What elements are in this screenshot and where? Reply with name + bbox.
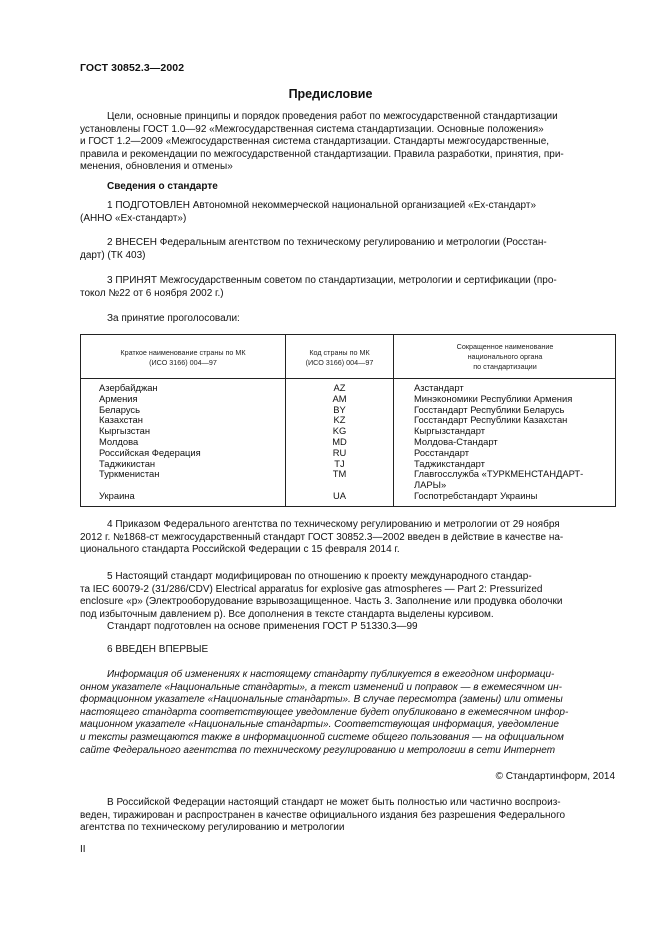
table-header-country: Краткое наименование страны по МК (ИСО 3166) 004—97 (120, 348, 246, 367)
table-cell: Минэкономики Республики Армения (414, 392, 573, 404)
table-cell: Российская Федерация (99, 446, 201, 458)
table-cell: Украина (99, 489, 135, 501)
table-cell: RU (332, 446, 347, 458)
text-line: В Российской Федерации настоящий стандарт не может быть полностью или частично воспроиз- (107, 797, 561, 808)
page-title: Предисловие (288, 87, 373, 101)
item-1-paragraph (80, 200, 616, 225)
table-cell: Беларусь (99, 403, 141, 415)
table-cell: Азербайджан (99, 382, 158, 393)
text-line: агентства по техническому регулированию и метрологии (80, 822, 345, 834)
table-cell: AM (332, 392, 347, 404)
table-cell: TJ (334, 457, 345, 469)
table-header-code: Код страны по МК (ИСО 3166) 004—97 (305, 348, 374, 367)
table-cell: AZ (333, 382, 346, 393)
table-cell: Таджикистан (99, 457, 156, 469)
intro-paragraph (80, 111, 616, 174)
table-cell: Госстандарт Республики Казахстан (414, 414, 568, 426)
copyright-notice: © Стандартинформ, 2014 (495, 771, 615, 782)
text-line: настоящего стандарта соответствующее уведомление будет опубликовано в ежемесячном инфор- (80, 706, 569, 718)
table-cell: Росстандарт (414, 446, 469, 458)
page-number: II (80, 844, 86, 855)
table-cell: Госстандарт Республики Беларусь (414, 403, 565, 415)
table-cell: Азстандарт (414, 382, 464, 393)
text-line: Цели, основные принципы и порядок проведения работ по межгосударственной стандартизации (107, 111, 558, 122)
text-line: менения, обновления и отмены» (80, 161, 233, 173)
text-line: та IEC 60079-2 (31/286/CDV) Electrical apparatus for explosive gas atmospheres — Part 2: Pressurized (80, 583, 543, 595)
table-cell: Кыргызстандарт (414, 425, 486, 437)
table-cell: Госпотребстандарт Украины (414, 489, 538, 501)
document-id-header: ГОСТ 30852.3—2002 (80, 62, 185, 74)
item-5-paragraph (80, 571, 616, 634)
text-line: и тексты размещаются также в информационной системе общего пользования — на официальном (80, 731, 564, 743)
text-line: 2012 г. №1868-ст межгосударственный стандарт ГОСТ 30852.3—2002 введен в действие в качестве на- (80, 531, 564, 543)
table-column-organs (414, 383, 614, 502)
text-line: 6 ВВЕДЕН ВПЕРВЫЕ (107, 644, 209, 655)
text-line: (АННО «Ex-стандарт») (80, 212, 187, 224)
text-line: Стандарт подготовлен на основе применения ГОСТ Р 51330.3—99 (107, 621, 418, 633)
voting-table (80, 334, 616, 507)
text-line: 1 ПОДГОТОВЛЕН Автономной некоммерческой национальной организацией «Ex-стандарт» (107, 200, 537, 211)
table-column-countries (99, 383, 283, 502)
text-line: 4 Приказом Федерального агентства по техническому регулированию и метрологии от 29 ноября (107, 519, 560, 530)
text-line: токол №22 от 6 ноября 2002 г.) (80, 287, 224, 299)
text-line: 2 ВНЕСЕН Федеральным агентством по техническому регулированию и метрологии (Росстан- (107, 237, 547, 248)
table-cell: Армения (99, 392, 138, 404)
table-cell: Молдова (99, 435, 139, 447)
text-line: 3 ПРИНЯТ Межгосударственным советом по стандартизации, метрологии и сертификации (про- (107, 275, 557, 286)
table-cell: MD (332, 435, 347, 447)
text-line: мационном указателе «Национальные стандарты». Соответствующая информация, уведомление (80, 719, 559, 731)
text-line: веден, тиражирован и распространен в качестве официального издания без разрешения Федерального (80, 809, 566, 821)
table-cell: Кыргызстан (99, 425, 151, 437)
table-cell: KZ (333, 414, 346, 426)
text-line: под избыточным давлением p). Все дополнения в тексте стандарта выделены курсивом. (80, 608, 494, 620)
rights-paragraph (80, 797, 616, 835)
table-cell: UA (332, 489, 347, 501)
table-cell: KG (332, 425, 347, 437)
table-cell: Главгосслужба «ТУРКМЕНСТАНДАРТ- (414, 468, 584, 480)
text-line: правила и рекомендации по межгосударственной стандартизации. Правила разработки, принятия, при- (80, 148, 564, 160)
text-line: установлены ГОСТ 1.0—92 «Межгосударственная система стандартизации. Основные положения» (80, 123, 544, 135)
text-line: онном указателе «Национальные стандарты», а текст изменений и поправок — в ежемесячном ин- (80, 681, 562, 693)
changes-info-paragraph (80, 669, 616, 757)
text-line: дарт) (ТК 403) (80, 249, 146, 261)
table-cell: Таджикстандарт (414, 457, 485, 469)
text-line: формационном указателе «Национальные стандарты». В случае пересмотра (замены) или отмены (80, 694, 563, 706)
table-cell: Казахстан (99, 414, 143, 426)
text-line: и ГОСТ 1.2—2009 «Межгосударственная система стандартизации. Стандарты межгосударственные, (80, 136, 550, 148)
item-6-paragraph (80, 644, 616, 657)
table-cell: BY (333, 403, 346, 415)
text-line: сайте Федерального агентства по техническому регулированию и метрологии в сети Интернет (80, 744, 556, 756)
text-line: 5 Настоящий стандарт модифицирован по отношению к проекту международного стандар- (107, 571, 532, 582)
item-3-paragraph (80, 275, 616, 300)
text-line: Информация об изменениях к настоящему стандарту публикуется в ежегодном информаци- (107, 669, 555, 680)
text-line: За принятие проголосовали: (107, 313, 240, 324)
item-4-paragraph (80, 519, 616, 557)
table-column-codes (286, 383, 393, 502)
text-line: enclosure «p» (Электрооборудование взрывозащищенное. Часть 3. Заполнение или продувка оболочки (80, 596, 563, 608)
table-header-organ: Сокращенное наименование национального органа по стандартизации (456, 342, 554, 371)
table-header-divider (81, 378, 615, 379)
text-line: ционального стандарта Российской Федерации с 15 февраля 2014 г. (80, 544, 400, 556)
table-cell: ЛАРЫ» (414, 479, 447, 491)
item-2-paragraph (80, 237, 616, 262)
table-cell: TM (332, 468, 347, 480)
table-cell: Туркменистан (99, 468, 160, 480)
standard-info-heading: Сведения о стандарте (107, 181, 218, 192)
voted-label (80, 313, 616, 326)
table-cell: Молдова-Стандарт (414, 435, 498, 447)
